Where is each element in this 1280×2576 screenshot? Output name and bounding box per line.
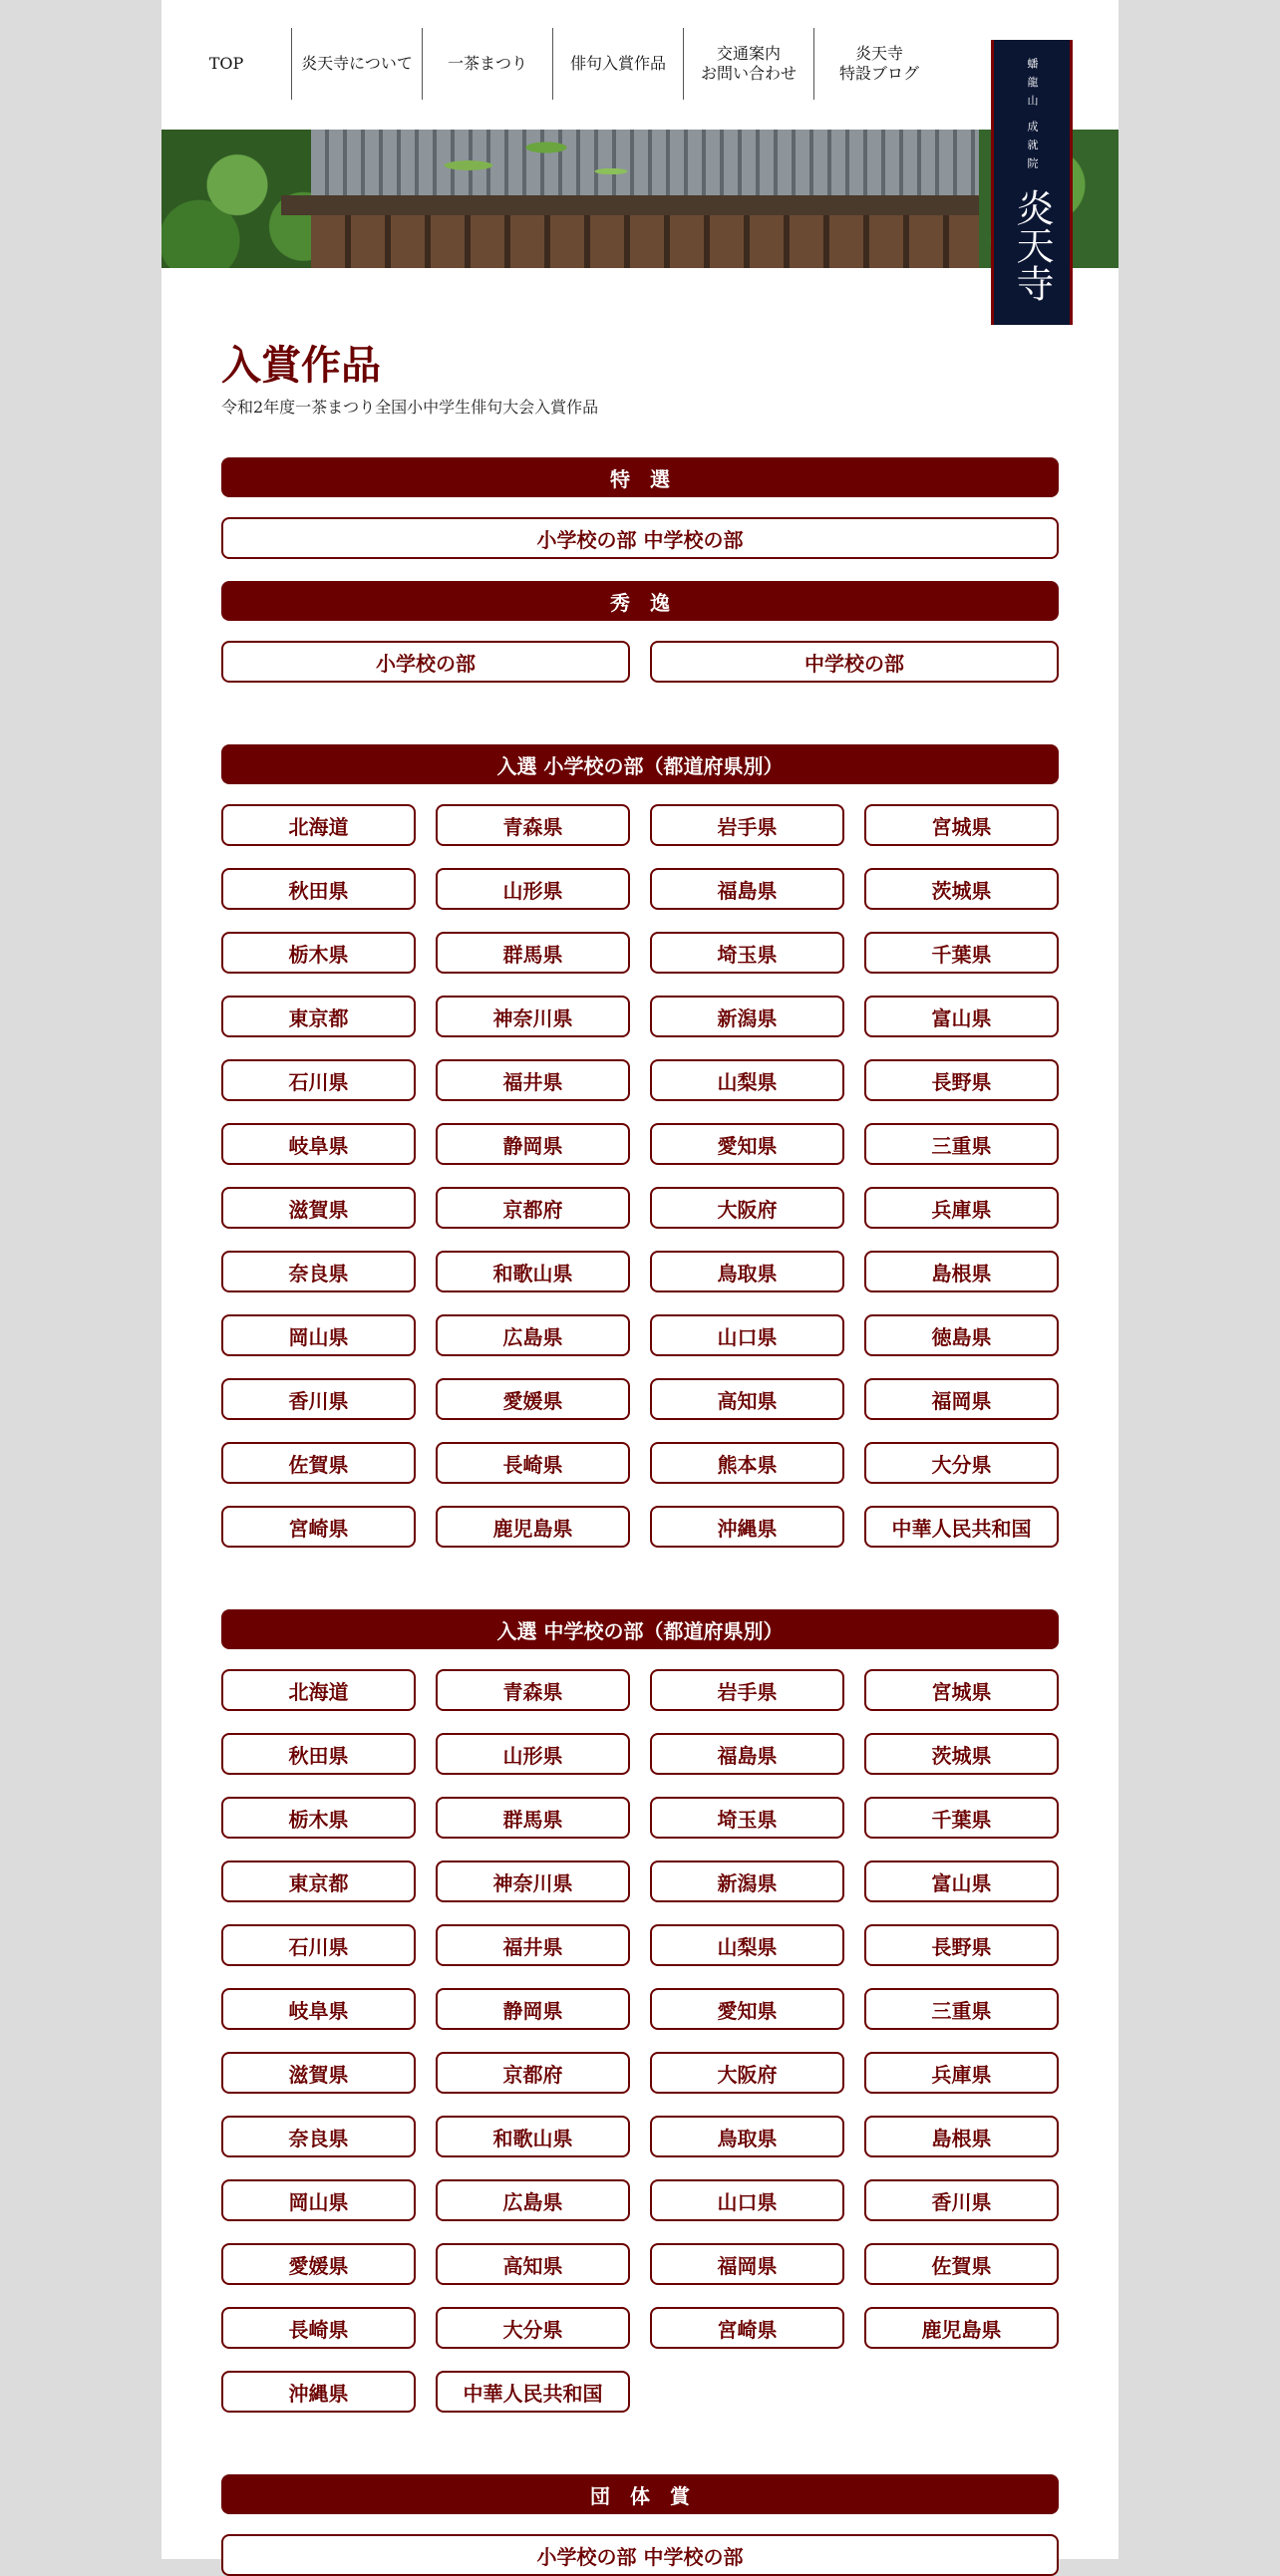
junior-prefecture-button[interactable]: 宮城県 [864, 1669, 1059, 1711]
temple-logo-sign[interactable] [991, 40, 1073, 325]
elementary-prefecture-button[interactable]: 長野県 [864, 1059, 1059, 1101]
nav-about[interactable]: 炎天寺について [301, 54, 413, 73]
elementary-prefecture-button[interactable]: 岐阜県 [221, 1123, 416, 1165]
junior-prefecture-button[interactable]: 京都府 [436, 2052, 630, 2094]
junior-prefecture-button[interactable]: 高知県 [436, 2243, 630, 2285]
junior-prefecture-button[interactable]: 神奈川県 [436, 1860, 630, 1902]
junior-prefecture-button[interactable]: 群馬県 [436, 1797, 630, 1839]
junior-prefecture-button[interactable]: 福岡県 [650, 2243, 844, 2285]
elementary-prefecture-button[interactable]: 愛媛県 [436, 1378, 630, 1420]
junior-prefecture-button[interactable]: 兵庫県 [864, 2052, 1059, 2094]
junior-prefecture-button[interactable]: 大阪府 [650, 2052, 844, 2094]
elementary-prefecture-button[interactable]: 大阪府 [650, 1187, 844, 1229]
junior-prefecture-button[interactable]: 沖縄県 [221, 2371, 416, 2413]
elementary-prefecture-button[interactable]: 神奈川県 [436, 996, 630, 1037]
elementary-prefecture-button[interactable]: 高知県 [650, 1378, 844, 1420]
elementary-prefecture-button[interactable]: 青森県 [436, 804, 630, 846]
junior-prefecture-button[interactable]: 宮崎県 [650, 2307, 844, 2349]
elementary-prefecture-button[interactable]: 佐賀県 [221, 1442, 416, 1484]
shuitsu-junior-button[interactable]: 中学校の部 [650, 641, 1059, 683]
elementary-prefecture-button[interactable]: 新潟県 [650, 996, 844, 1037]
junior-prefecture-button[interactable]: 福島県 [650, 1733, 844, 1775]
elementary-prefecture-button[interactable]: 福井県 [436, 1059, 630, 1101]
junior-prefecture-button[interactable]: 岩手県 [650, 1669, 844, 1711]
elementary-prefecture-button[interactable]: 宮崎県 [221, 1506, 416, 1548]
elementary-prefecture-button[interactable]: 奈良県 [221, 1251, 416, 1292]
junior-prefecture-button[interactable]: 鹿児島県 [864, 2307, 1059, 2349]
elementary-prefecture-button[interactable]: 茨城県 [864, 868, 1059, 910]
elementary-prefecture-button[interactable]: 福島県 [650, 868, 844, 910]
junior-prefecture-button[interactable]: 青森県 [436, 1669, 630, 1711]
elementary-prefecture-button[interactable]: 島根県 [864, 1251, 1059, 1292]
junior-prefecture-button[interactable]: 千葉県 [864, 1797, 1059, 1839]
elementary-prefecture-button[interactable]: 富山県 [864, 996, 1059, 1037]
junior-prefecture-button[interactable]: 長崎県 [221, 2307, 416, 2349]
junior-prefecture-button[interactable]: 広島県 [436, 2179, 630, 2221]
junior-prefecture-button[interactable]: 愛媛県 [221, 2243, 416, 2285]
nyusen-junior-header: 入選 中学校の部（都道府県別） [221, 1609, 1059, 1649]
page-subtitle: 令和2年度一茶まつり全国小中学生俳句大会入賞作品 [221, 398, 599, 417]
tokusen-header: 特 選 [221, 457, 1059, 497]
shuitsu-header: 秀 逸 [221, 581, 1059, 621]
sign-subtitle: 蟠 龍 山 成 就 院 [1026, 58, 1039, 170]
elementary-prefecture-button[interactable]: 三重県 [864, 1123, 1059, 1165]
junior-prefecture-button[interactable]: 香川県 [864, 2179, 1059, 2221]
tokusen-button[interactable]: 小学校の部 中学校の部 [221, 517, 1059, 559]
junior-prefecture-button[interactable]: 富山県 [864, 1860, 1059, 1902]
temple-banner-image [161, 130, 1119, 268]
nav-blog[interactable]: 炎天寺 特設ブログ [838, 44, 919, 83]
page [161, 0, 1119, 2569]
junior-prefecture-button[interactable]: 茨城県 [864, 1733, 1059, 1775]
junior-prefecture-button[interactable]: 和歌山県 [436, 2116, 630, 2157]
elementary-prefecture-button[interactable]: 鳥取県 [650, 1251, 844, 1292]
elementary-prefecture-button[interactable]: 静岡県 [436, 1123, 630, 1165]
elementary-prefecture-button[interactable]: 和歌山県 [436, 1251, 630, 1292]
elementary-prefecture-button[interactable]: 岩手県 [650, 804, 844, 846]
elementary-prefecture-button[interactable]: 東京都 [221, 996, 416, 1037]
elementary-prefecture-button[interactable]: 京都府 [436, 1187, 630, 1229]
nyusen-elementary-header: 入選 小学校の部（都道府県別） [221, 744, 1059, 784]
shuitsu-elementary-button[interactable]: 小学校の部 [221, 641, 630, 683]
junior-prefecture-button[interactable]: 新潟県 [650, 1860, 844, 1902]
junior-prefecture-button[interactable]: 長野県 [864, 1924, 1059, 1966]
elementary-prefecture-button[interactable]: 鹿児島県 [436, 1506, 630, 1548]
nav-haiku-awards[interactable]: 俳句入賞作品 [569, 54, 666, 73]
junior-prefecture-button[interactable]: 北海道 [221, 1669, 416, 1711]
elementary-prefecture-button[interactable]: 大分県 [864, 1442, 1059, 1484]
nav-access-contact[interactable]: 交通案内 お問い合わせ [700, 44, 797, 83]
junior-prefecture-button[interactable]: 山梨県 [650, 1924, 844, 1966]
dantai-header: 団 体 賞 [221, 2474, 1059, 2514]
elementary-prefecture-button[interactable]: 広島県 [436, 1314, 630, 1356]
temple-beams [311, 215, 1029, 268]
elementary-prefecture-button[interactable]: 山形県 [436, 868, 630, 910]
junior-prefecture-button[interactable]: 鳥取県 [650, 2116, 844, 2157]
elementary-prefecture-button[interactable]: 熊本県 [650, 1442, 844, 1484]
elementary-prefecture-button[interactable]: 岡山県 [221, 1314, 416, 1356]
junior-prefecture-button[interactable]: 秋田県 [221, 1733, 416, 1775]
elementary-prefecture-button[interactable]: 山口県 [650, 1314, 844, 1356]
elementary-prefecture-button[interactable]: 山梨県 [650, 1059, 844, 1101]
nav-issa-festival[interactable]: 一茶まつり [447, 54, 527, 73]
elementary-prefecture-button[interactable]: 福岡県 [864, 1378, 1059, 1420]
junior-prefecture-button[interactable]: 島根県 [864, 2116, 1059, 2157]
junior-prefecture-button[interactable]: 岡山県 [221, 2179, 416, 2221]
dantai-button[interactable]: 小学校の部 中学校の部 [221, 2534, 1059, 2576]
junior-prefecture-button[interactable]: 山形県 [436, 1733, 630, 1775]
junior-prefecture-button[interactable]: 山口県 [650, 2179, 844, 2221]
elementary-prefecture-button[interactable]: 長崎県 [436, 1442, 630, 1484]
elementary-prefecture-button[interactable]: 栃木県 [221, 932, 416, 974]
sign-title: 炎天寺 [1010, 188, 1054, 302]
elementary-prefecture-button[interactable]: 群馬県 [436, 932, 630, 974]
elementary-prefecture-button[interactable]: 秋田県 [221, 868, 416, 910]
elementary-prefecture-button[interactable]: 香川県 [221, 1378, 416, 1420]
junior-prefecture-button[interactable]: 東京都 [221, 1860, 416, 1902]
junior-prefecture-button[interactable]: 滋賀県 [221, 2052, 416, 2094]
elementary-prefecture-button[interactable]: 中華人民共和国 [864, 1506, 1059, 1548]
junior-prefecture-button[interactable]: 石川県 [221, 1924, 416, 1966]
elementary-prefecture-button[interactable]: 滋賀県 [221, 1187, 416, 1229]
junior-prefecture-button[interactable]: 奈良県 [221, 2116, 416, 2157]
elementary-prefecture-button[interactable]: 千葉県 [864, 932, 1059, 974]
elementary-prefecture-button[interactable]: 愛知県 [650, 1123, 844, 1165]
junior-prefecture-button[interactable]: 福井県 [436, 1924, 630, 1966]
junior-prefecture-button[interactable]: 岐阜県 [221, 1988, 416, 2030]
page-title: 入賞作品 [221, 342, 381, 389]
elementary-prefecture-button[interactable]: 石川県 [221, 1059, 416, 1101]
junior-prefecture-button[interactable]: 大分県 [436, 2307, 630, 2349]
junior-prefecture-button[interactable]: 中華人民共和国 [436, 2371, 630, 2413]
junior-prefecture-button[interactable]: 愛知県 [650, 1988, 844, 2030]
main-nav [161, 0, 993, 130]
elementary-prefecture-button[interactable]: 徳島県 [864, 1314, 1059, 1356]
junior-prefecture-button[interactable]: 三重県 [864, 1988, 1059, 2030]
junior-prefecture-button[interactable]: 佐賀県 [864, 2243, 1059, 2285]
temple-eave [281, 195, 1059, 215]
elementary-prefecture-button[interactable]: 北海道 [221, 804, 416, 846]
foliage-branch [391, 130, 650, 189]
nav-top[interactable]: TOP [208, 54, 244, 73]
junior-prefecture-button[interactable]: 埼玉県 [650, 1797, 844, 1839]
elementary-prefecture-button[interactable]: 埼玉県 [650, 932, 844, 974]
elementary-prefecture-button[interactable]: 宮城県 [864, 804, 1059, 846]
junior-prefecture-button[interactable]: 静岡県 [436, 1988, 630, 2030]
junior-prefecture-button[interactable]: 栃木県 [221, 1797, 416, 1839]
elementary-prefecture-button[interactable]: 沖縄県 [650, 1506, 844, 1548]
elementary-prefecture-button[interactable]: 兵庫県 [864, 1187, 1059, 1229]
